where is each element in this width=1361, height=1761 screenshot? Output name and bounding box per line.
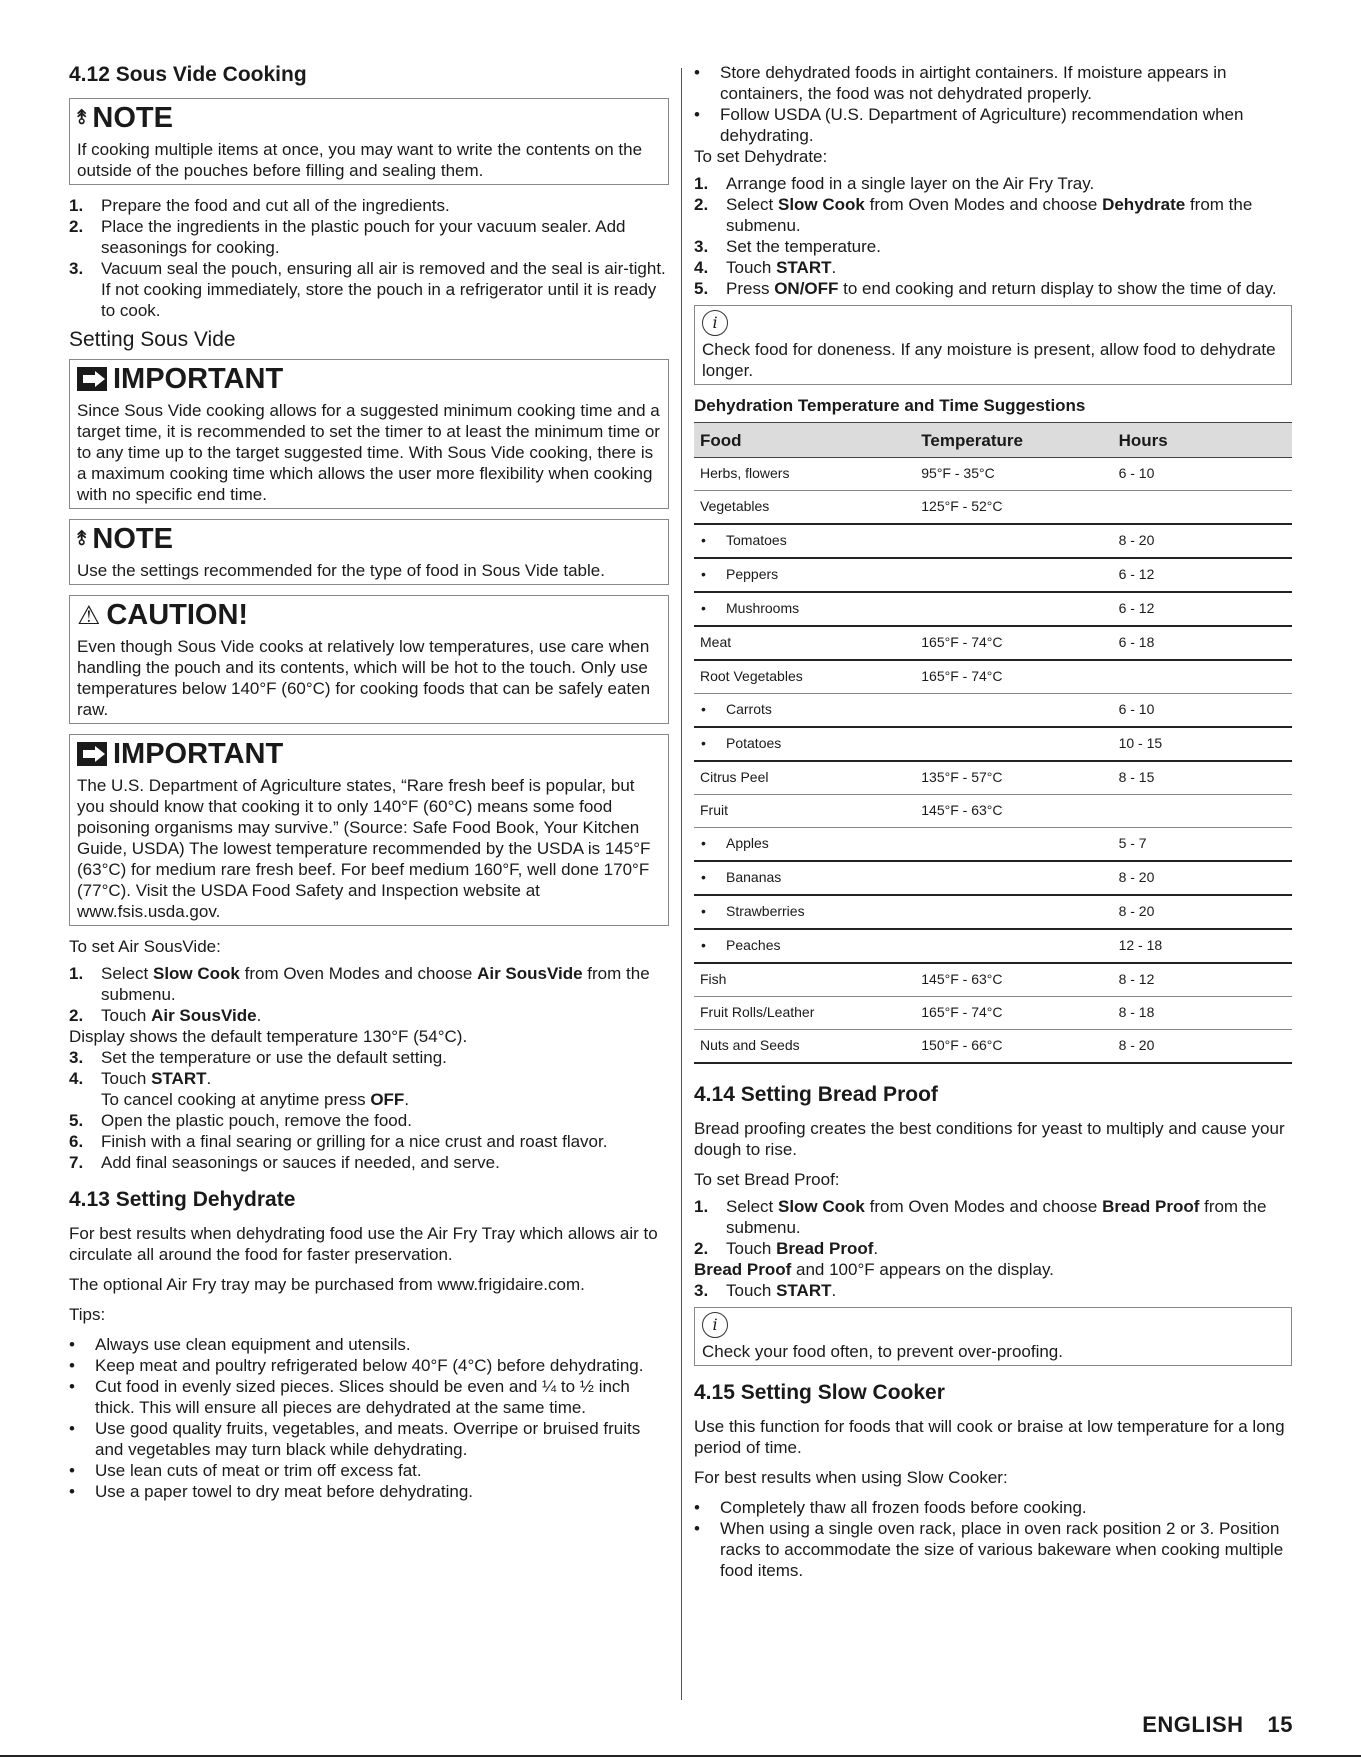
- list-item: • Completely thaw all frozen foods before cooking.: [694, 1497, 1292, 1518]
- info-icon: i: [702, 1312, 728, 1338]
- list-item: • When using a single oven rack, place in oven rack position 2 or 3. Position racks to accommodate the size of various bakeware when cooking multiple food items.: [694, 1518, 1292, 1581]
- important-title: IMPORTANT: [113, 738, 284, 770]
- table-row: Fruit Rolls/Leather 165°F - 74°C 8 - 18: [694, 997, 1292, 1030]
- list-item: • Follow USDA (U.S. Department of Agriculture) recommendation when dehydrating.: [694, 104, 1292, 146]
- bread-proof-steps-cont: [694, 1280, 1292, 1301]
- table-row: • Potatoes 10 - 15: [694, 727, 1292, 761]
- list-item: 2. Touch Air SousVide.: [69, 1006, 262, 1025]
- list-item: • Cut food in evenly sized pieces. Slices should be even and ¼ to ½ inch thick. This will ensure all pieces are dehydrated at the same time.: [69, 1376, 669, 1418]
- list-item: 4. Touch START.: [69, 1069, 212, 1088]
- arrow-right-icon: [77, 742, 107, 766]
- list-item: 3. Vacuum seal the pouch, ensuring all air is removed and the seal is air-tight. If not cooking immediately, store the pouch in a refrigerator until it is ready to cook.: [69, 259, 666, 320]
- info-icon: i: [702, 310, 728, 336]
- list-item: • Store dehydrated foods in airtight containers. If moisture appears in containers, the food was not dehydrated properly.: [694, 62, 1292, 104]
- section-heading-4-14: 4.14 Setting Bread Proof: [694, 1083, 938, 1106]
- important-text: Since Sous Vide cooking allows for a suggested minimum cooking time and a target time, it is recommended to set the timer to at least the minimum time or to any time up to the target suggested time. With Sous Vide cooking, there is a maximum cooking time which allows the user more flexibility when cooking with no specific end time.: [77, 401, 660, 504]
- list-item: • Keep meat and poultry refrigerated below 40°F (4°C) before dehydrating.: [69, 1355, 669, 1376]
- bottom-rule: [0, 1755, 1361, 1757]
- subheading-setting-sous-vide: Setting Sous Vide: [69, 328, 236, 351]
- list-item: 5. Open the plastic pouch, remove the food.: [69, 1111, 412, 1130]
- table-row: Vegetables 125°F - 52°C: [694, 491, 1292, 525]
- list-item: 6. Finish with a final searing or grilling for a nice crust and roast flavor.: [69, 1132, 608, 1151]
- dehydrate-steps: [694, 173, 1292, 299]
- table-header-row: [694, 423, 1292, 458]
- table-row: • Peaches 12 - 18: [694, 929, 1292, 963]
- display-default-line: Display shows the default temperature 130°F (54°C).: [69, 1027, 468, 1046]
- list-item: 1. Select Slow Cook from Oven Modes and choose Air SousVide from the submenu.: [69, 964, 650, 1004]
- note-title: NOTE: [92, 102, 173, 134]
- table-row: • Apples 5 - 7: [694, 828, 1292, 862]
- air-sousvide-steps-final: [69, 1110, 669, 1173]
- tips-label: Tips:: [69, 1305, 106, 1324]
- table-row: • Tomatoes 8 - 20: [694, 524, 1292, 558]
- list-item: 7. Add final seasonings or sauces if needed, and serve.: [69, 1153, 500, 1172]
- column-header: Hours: [1113, 423, 1292, 458]
- arrow-right-icon: [77, 367, 107, 391]
- important-box: [69, 734, 669, 926]
- table-row: • Peppers 6 - 12: [694, 558, 1292, 592]
- note-text: Use the settings recommended for the type of food in Sous Vide table.: [77, 561, 605, 580]
- air-sousvide-steps: [69, 963, 669, 1026]
- table-row: Meat 165°F - 74°C 6 - 18: [694, 626, 1292, 660]
- info-box: [694, 1307, 1292, 1366]
- table-row: • Strawberries 8 - 20: [694, 895, 1292, 929]
- table-row: Fruit 145°F - 63°C: [694, 795, 1292, 828]
- list-item: • Use good quality fruits, vegetables, and meats. Overripe or bruised fruits and vegetables may turn black while dehydrating.: [69, 1418, 669, 1460]
- bread-proof-intro: Bread proofing creates the best conditions for yeast to multiply and cause your dough to rise.: [694, 1119, 1285, 1159]
- section-heading-4-15: 4.15 Setting Slow Cooker: [694, 1381, 945, 1404]
- list-item: • Use lean cuts of meat or trim off excess fat.: [69, 1460, 669, 1481]
- air-sousvide-intro: To set Air SousVide:: [69, 937, 221, 956]
- list-item: 2. Touch Bread Proof.: [694, 1239, 879, 1258]
- page-number: 15: [1267, 1712, 1293, 1737]
- bread-proof-steps-intro: To set Bread Proof:: [694, 1170, 840, 1189]
- caution-title: CAUTION!: [106, 599, 249, 631]
- table-row: Root Vegetables 165°F - 74°C: [694, 660, 1292, 694]
- air-sousvide-steps-cont: [69, 1047, 669, 1089]
- info-box: [694, 305, 1292, 385]
- bread-proof-steps: [694, 1196, 1292, 1259]
- note-text: If cooking multiple items at once, you may want to write the contents on the outside of the pouches before filling and sealing them.: [77, 140, 643, 180]
- tips-list-continued: [694, 62, 1292, 146]
- slow-cooker-list: [694, 1497, 1292, 1581]
- list-item: 1. Select Slow Cook from Oven Modes and choose Bread Proof from the submenu.: [694, 1197, 1267, 1237]
- table-row: • Mushrooms 6 - 12: [694, 592, 1292, 626]
- pushpin-icon: ⥉: [77, 107, 87, 129]
- table-row: • Carrots 6 - 10: [694, 694, 1292, 728]
- list-item: 1. Arrange food in a single layer on the Air Fry Tray.: [694, 174, 1095, 193]
- important-text: The U.S. Department of Agriculture states, “Rare fresh beef is popular, but you should know that cooking it to only 140°F (60°C) means some food poisoning organisms may survive.” (Source: Safe Food Book, Your Kitchen Guide, USDA) The lowest temperature recommended by the USDA is 145°F (63°C) for medium rare fresh beef. For beef medium 160°F, well done 170°F (77°C). Visit the USDA Food Safety and Inspection website at www.fsis.usda.gov.: [77, 776, 651, 921]
- note-title: NOTE: [92, 523, 173, 555]
- table-row: Herbs, flowers 95°F - 35°C 6 - 10: [694, 458, 1292, 491]
- table-title: Dehydration Temperature and Time Suggestions: [694, 396, 1086, 415]
- page-footer: [1142, 1714, 1293, 1735]
- cancel-line: To cancel cooking at anytime press OFF.: [101, 1090, 410, 1109]
- column-header: Food: [694, 423, 915, 458]
- warning-triangle-icon: ⚠: [77, 600, 101, 630]
- list-item: 2. Select Slow Cook from Oven Modes and choose Dehydrate from the submenu.: [694, 195, 1253, 235]
- list-item: 4. Touch START.: [694, 258, 837, 277]
- bread-proof-display-line: Bread Proof and 100°F appears on the display.: [694, 1260, 1054, 1279]
- prep-steps-list: [69, 195, 669, 321]
- footer-language: ENGLISH: [1142, 1712, 1244, 1737]
- column-header: Temperature: [915, 423, 1112, 458]
- table-row: Nuts and Seeds 150°F - 66°C 8 - 20: [694, 1030, 1292, 1064]
- tips-list: [69, 1334, 669, 1502]
- list-item: 3. Set the temperature.: [694, 237, 881, 256]
- section-heading-4-13: 4.13 Setting Dehydrate: [69, 1188, 296, 1211]
- caution-text: Even though Sous Vide cooks at relatively low temperatures, use care when handling the pouch and its contents, which will be hot to the touch. Only use temperatures below 140°F (60°C) for cooking foods that can be safely eaten raw.: [77, 637, 651, 719]
- table-row: Fish 145°F - 63°C 8 - 12: [694, 963, 1292, 997]
- list-item: 2. Place the ingredients in the plastic pouch for your vacuum sealer. Add seasonings for cooking.: [69, 217, 626, 257]
- note-box: [69, 98, 669, 185]
- list-item: 3. Set the temperature or use the default setting.: [69, 1048, 447, 1067]
- dehydrate-steps-intro: To set Dehydrate:: [694, 147, 828, 166]
- list-item: • Always use clean equipment and utensils.: [69, 1334, 669, 1355]
- table-row: • Bananas 8 - 20: [694, 861, 1292, 895]
- important-title: IMPORTANT: [113, 363, 284, 395]
- right-column: [694, 62, 1292, 1587]
- list-item: 3. Touch START.: [694, 1281, 837, 1300]
- dehydrate-intro-paragraph: For best results when dehydrating food use the Air Fry Tray which allows air to circulate all around the food for faster preservation.: [69, 1224, 658, 1264]
- left-column: [69, 62, 669, 1508]
- column-divider: [681, 68, 682, 1700]
- info-text: Check food for doneness. If any moisture is present, allow food to dehydrate longer.: [702, 340, 1276, 380]
- info-text: Check your food often, to prevent over-proofing.: [702, 1342, 1063, 1361]
- dehydration-table: [694, 422, 1292, 1064]
- note-box: [69, 519, 669, 585]
- important-box: [69, 359, 669, 509]
- section-heading-4-12: 4.12 Sous Vide Cooking: [69, 63, 307, 86]
- list-item: • Use a paper towel to dry meat before dehydrating.: [69, 1481, 669, 1502]
- air-fry-tray-paragraph: The optional Air Fry tray may be purchased from www.frigidaire.com.: [69, 1275, 585, 1294]
- slow-cooker-intro: Use this function for foods that will cook or braise at low temperature for a long period of time.: [694, 1417, 1285, 1457]
- list-item: 5. Press ON/OFF to end cooking and return display to show the time of day.: [694, 279, 1277, 298]
- caution-box: [69, 595, 669, 724]
- list-item: 1. Prepare the food and cut all of the ingredients.: [69, 196, 450, 215]
- slow-cooker-best-results: For best results when using Slow Cooker:: [694, 1468, 1008, 1487]
- pushpin-icon: ⥉: [77, 528, 87, 550]
- table-row: Citrus Peel 135°F - 57°C 8 - 15: [694, 761, 1292, 795]
